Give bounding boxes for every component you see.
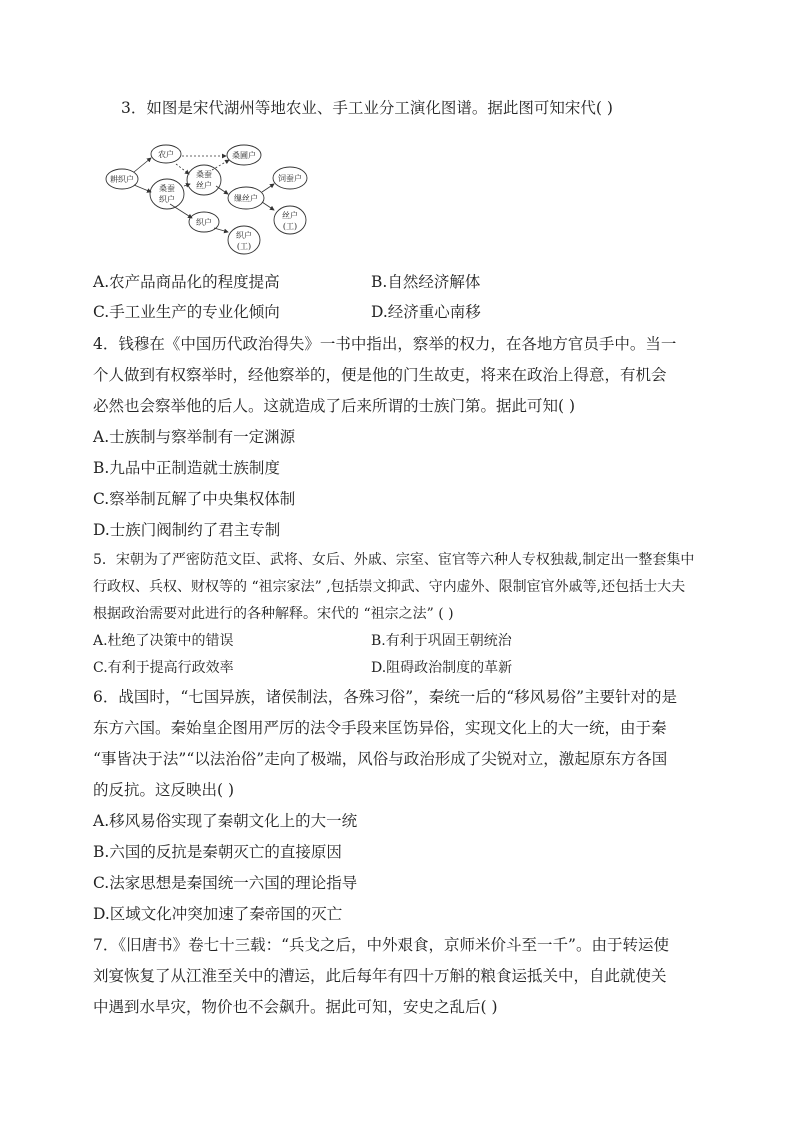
q5-line-3: 根据政治需要对此进行的各种解释。宋代的 “祖宗之法” ( ): [93, 606, 454, 622]
q7-line-3: 中遇到水旱灾，物价也不会飙升。据此可知，安史之乱后( ): [93, 998, 498, 1016]
q3-option-a: A.农产品商品化的程度提高: [93, 273, 280, 291]
q4-option-b: B.九品中正制造就士族制度: [93, 459, 280, 477]
q5-option-b: B.有利于巩固王朝统治: [371, 633, 512, 649]
q3-option-b: B.自然经济解体: [371, 273, 481, 291]
node-sangcan-zhi-2: 织户: [159, 195, 175, 204]
q6-line-2: 东方六国。秦始皇企图用严厉的法令手段来匡饬异俗，实现文化上的大一统，由于秦: [93, 719, 667, 737]
node-yangcan: 饲蚕户: [278, 174, 302, 183]
q6-option-b: B.六国的反抗是秦朝灭亡的直接原因: [93, 843, 342, 861]
q5-option-d: D.阻碍政治制度的革新: [371, 660, 513, 676]
q4-option-d: D.士族门阀制约了君主专制: [93, 521, 281, 539]
node-nong: 农户: [158, 150, 174, 159]
node-sangyuan: 桑圃户: [232, 151, 256, 160]
q4-line-3: 必然也会察举他的后人。这就造成了后来所谓的士族门第。据此可知( ): [93, 397, 576, 415]
node-sangcan-si-1: 桑蚕: [196, 170, 212, 179]
node-saosi: 缫丝户: [234, 194, 258, 203]
q5-option-a: A.杜绝了决策中的错误: [93, 633, 234, 649]
q3-option-d: D.经济重心南移: [371, 303, 481, 321]
node-zhi-1: 织户: [196, 218, 212, 227]
q7-line-2: 刘宴恢复了从江淮至关中的漕运，此后每年有四十万斛的粮食运抵关中，自此就使关: [93, 967, 667, 985]
q6-option-d: D.区域文化冲突加速了秦帝国的灭亡: [93, 905, 343, 923]
node-sangcan-zhi-1: 桑蚕: [159, 184, 175, 193]
q5-line-2: 行政权、兵权、财权等的 “祖宗家法” ,包括崇文抑武、守内虚外、限制宦官外戚等,还包括士大夫: [93, 579, 686, 595]
node-si-2: (工): [282, 222, 298, 231]
node-zhi-2: 织户: [236, 231, 252, 240]
q4-line-2: 个人做到有权察举时，经他察举的，便是他的门生故吏，将来在政治上得意，有机会: [93, 366, 667, 384]
q4-option-a: A.士族制与察举制有一定渊源: [93, 428, 296, 446]
node-si-1: 丝户: [282, 211, 298, 220]
node-sangcan-si-2: 丝户: [196, 181, 212, 190]
node-gengzhi: 耕织户: [110, 175, 134, 184]
q5-line-1: 5．宋朝为了严密防范文臣、武将、女后、外戚、宗室、宦官等六种人专权独裁,制定出一整套集中: [93, 552, 695, 568]
q7-line-1: 7．《旧唐书》卷七十三载：“兵戈之后，中外艰食，京师米价斗至一千”。由于转运使: [93, 936, 669, 954]
q3-stem: 3．如图是宋代湖州等地农业、手工业分工演化图谱。据此图可知宋代( ): [121, 99, 613, 117]
q6-line-1: 6．战国时，“七国异族，诸侯制法，各殊习俗”，秦统一后的“移风易俗”主要针对的是: [93, 688, 678, 706]
q4-option-c: C.察举制瓦解了中央集权体制: [93, 490, 296, 508]
q6-option-a: A.移风易俗实现了秦朝文化上的大一统: [93, 812, 358, 830]
q6-line-3: “事皆决于法”“以法治俗”走向了极端，风俗与政治形成了尖锐对立，激起原东方各国: [93, 750, 668, 768]
q6-option-c: C.法家思想是秦国统一六国的理论指导: [93, 874, 358, 892]
q6-line-4: 的反抗。这反映出( ): [93, 781, 235, 799]
q3-division-of-labor-diagram: [104, 140, 314, 260]
q3-option-c: C.手工业生产的专业化倾向: [93, 303, 280, 321]
q4-line-1: 4．钱穆在《中国历代政治得失》一书中指出，察举的权力，在各地方官员手中。当一: [93, 335, 677, 353]
q5-option-c: C.有利于提高行政效率: [93, 660, 234, 676]
node-zhi-2b: (工): [236, 242, 252, 251]
